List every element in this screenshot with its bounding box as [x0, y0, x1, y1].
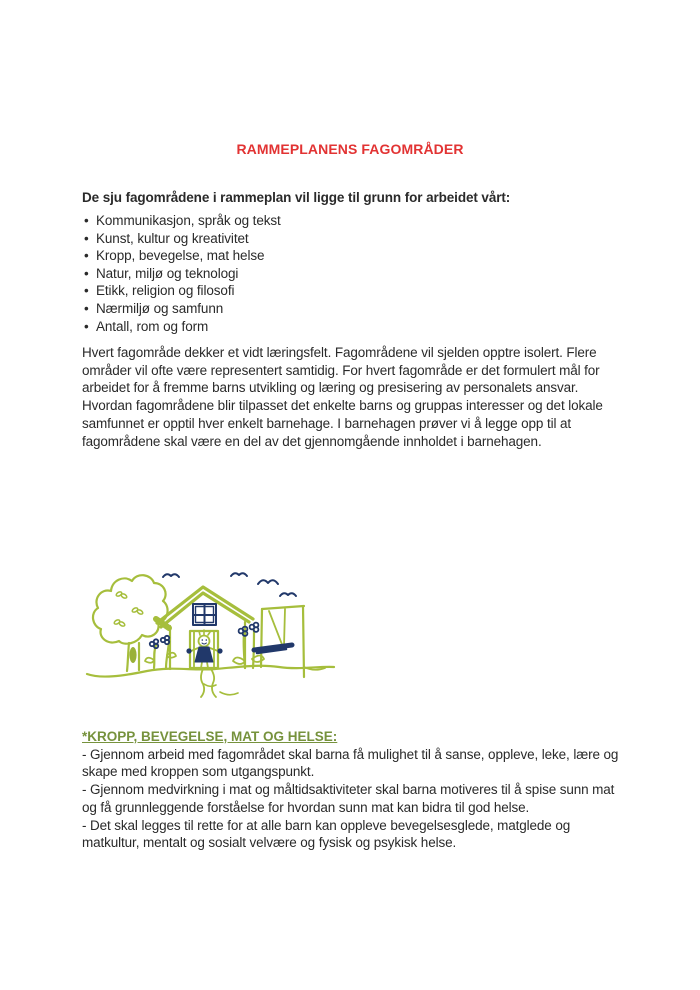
list-item: [84, 230, 281, 248]
list-item-label: Natur, miljø og teknologi: [96, 265, 239, 281]
list-item-label: Etikk, religion og filosofi: [96, 283, 235, 299]
list-item: [84, 318, 281, 336]
list-item: [84, 212, 281, 230]
trunk-knot: [129, 647, 136, 663]
section-item: - Gjennom medvirkning i mat og måltidsaktiviteter skal barna motiveres til å spise sunn mat og få grunnleggende forståelse for hvordan sunn mat kan bidra til god helse.: [82, 782, 615, 815]
path-scribble: [201, 669, 238, 697]
list-item: [84, 265, 281, 283]
bullet-icon: •: [84, 318, 89, 334]
bullet-icon: •: [84, 213, 89, 228]
list-item-label: Kommunikasjon, språk og tekst: [96, 213, 281, 228]
bullet-icon: •: [84, 265, 89, 281]
swing-seat: [254, 645, 292, 653]
list-item-label: Nærmiljø og samfunn: [96, 300, 224, 316]
body-movement-food-health-section: [82, 728, 630, 852]
birds: [163, 573, 296, 596]
window: [193, 604, 216, 625]
bullet-icon: •: [84, 230, 89, 246]
person-body: [195, 647, 213, 662]
list-item-label: Antall, rom og form: [96, 318, 209, 334]
list-item: [84, 300, 281, 318]
child-drawing-illustration: [73, 563, 345, 705]
section-heading: *KROPP, BEVEGELSE, MAT OG HELSE:: [82, 729, 338, 744]
intro-heading: De sju fagområdene i rammeplan vil ligge til grunn for arbeidet vårt:: [82, 190, 511, 205]
subject-areas-list: [84, 212, 281, 335]
page-title: RAMMEPLANENS FAGOMRÅDER: [236, 141, 464, 157]
section-item: - Gjennom arbeid med fagområdet skal barna få mulighet til å sanse, oppleve, leke, lære og skape med kroppen som utgangspunkt.: [82, 746, 619, 780]
bullet-icon: •: [84, 300, 89, 316]
list-item: [84, 282, 281, 300]
tree-butterflies: [114, 591, 144, 627]
bullet-icon: •: [84, 248, 89, 264]
list-item-label: Kropp, bevegelse, mat helse: [96, 248, 265, 264]
list-item-label: Kunst, kultur og kreativitet: [96, 230, 249, 246]
body-paragraph: Hvert fagområde dekker et vidt læringsfelt. Fagområdene vil sjelden opptre isolert. Flere områder vil ofte være representert samtidig. For hvert fagområde er det formulert mål for arbeidet for å fremme barns utvikling og læring og presisering av personalets ansvar. Hvordan fagområdene blir tilpasset det enkelte barns og gruppas interesser og det lokale samfunnet er opptil hver enkelt barnehage. I barnehagen prøver vi å legge opp til at fagområdene skal være en del av det gjennomgående innholdet i barnehagen.: [82, 345, 603, 449]
bullet-icon: •: [84, 283, 89, 299]
list-item: [84, 247, 281, 265]
section-item: - Det skal legges til rette for at alle barn kan oppleve bevegelsesglede, matglede og matkultur, mentalt og sosialt velvære og fysisk og psykisk helse.: [82, 817, 571, 851]
